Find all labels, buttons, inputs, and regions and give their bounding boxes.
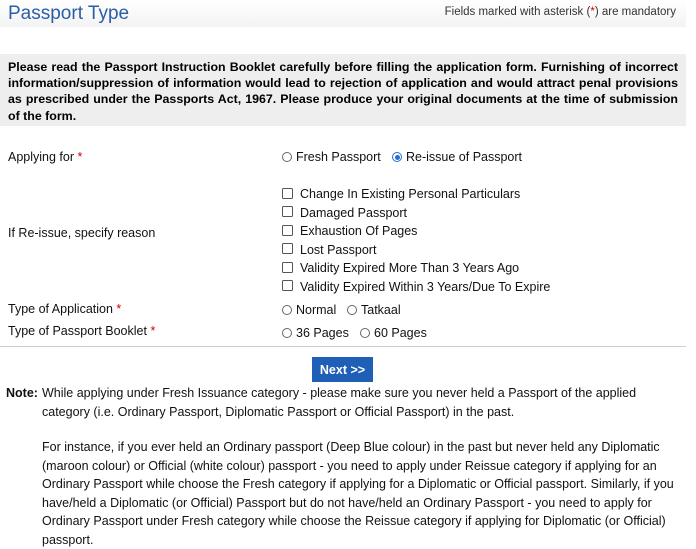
radio-fresh-passport[interactable] [282, 150, 381, 164]
radio-button-selected[interactable] [392, 152, 402, 162]
radio-reissue-passport-label: Re-issue of Passport [406, 150, 523, 164]
instruction-box [0, 54, 686, 126]
note-paragraph-example: For instance, if you ever held an Ordinary passport (Deep Blue colour) in the past but never held any Diplomatic (maroon colour) or Official (white colour) passport - you need to apply under Reissue category if applying for an Ordinary Passport while choose the Fresh category if applying for a Diplomatic or Official passport. Similarly, if you have/held a Diplomatic (or Official) Passport but do not have/held an Ordinary Passport - you need to apply for Ordinary Passport under Fresh category while choose the Reissue category if applying for Diplomatic (or Official) passport. [42, 440, 674, 547]
radio-button[interactable] [347, 305, 357, 315]
radio-60-pages[interactable] [360, 326, 427, 340]
radio-button[interactable] [282, 328, 292, 338]
checkbox-change-particulars-label: Change In Existing Personal Particulars [300, 187, 521, 201]
booklet-type-label-text: Type of Passport Booklet [8, 324, 147, 338]
checkbox-validity-expired-more[interactable] [282, 262, 293, 273]
page-header [0, 0, 686, 27]
checkbox-damaged-passport-label: Damaged Passport [300, 206, 408, 220]
divider [0, 346, 686, 347]
checkbox-validity-expired-within-label: Validity Expired Within 3 Years/Due To Expire [300, 280, 551, 294]
radio-tatkaal[interactable] [347, 303, 401, 317]
note-paragraph-fresh-issuance: While applying under Fresh Issuance category - please make sure you never held a Passport of the applied category (i.e. Ordinary Passport, Diplomatic Passport or Official Passport) in the past. [42, 386, 637, 419]
next-button[interactable]: Next >> [312, 357, 373, 382]
checkbox-exhaustion-pages[interactable] [282, 225, 293, 236]
applying-for-label [8, 150, 82, 164]
checkbox-change-particulars[interactable] [282, 188, 293, 199]
mandatory-notice [445, 6, 676, 18]
radio-button[interactable] [360, 328, 370, 338]
instruction-text: Please read the Passport Instruction Booklet carefully before filling the application form. Furnishing of incorrect information/suppression of information would lead to rejection of application and would attract penal provisions as prescribed under the Passports Act, 1967. Please produce your original documents at the time of submission of the form. [8, 60, 678, 123]
reissue-reason-label: If Re-issue, specify reason [8, 226, 156, 240]
page-title: Passport Type [8, 3, 130, 24]
booklet-type-label [8, 324, 155, 338]
application-type-label [8, 302, 121, 316]
required-asterisk: * [150, 324, 156, 338]
radio-36-pages[interactable] [282, 326, 349, 340]
radio-tatkaal-label: Tatkaal [361, 303, 401, 317]
asterisk-mark: * [590, 6, 595, 18]
checkbox-lost-passport-label: Lost Passport [300, 243, 377, 257]
checkbox-lost-passport[interactable] [282, 243, 293, 254]
applying-for-label-text: Applying for [8, 150, 75, 164]
required-asterisk: * [77, 150, 83, 164]
radio-60-pages-label: 60 Pages [374, 326, 427, 340]
radio-button[interactable] [282, 305, 292, 315]
radio-fresh-passport-label: Fresh Passport [296, 150, 381, 164]
checkbox-exhaustion-pages-label: Exhaustion Of Pages [300, 224, 418, 238]
checkbox-damaged-passport[interactable] [282, 206, 293, 217]
radio-normal[interactable] [282, 303, 336, 317]
radio-reissue-passport[interactable] [392, 150, 522, 164]
mandatory-text-prefix: Fields marked with asterisk ( [444, 6, 591, 18]
checkbox-validity-expired-within[interactable] [282, 280, 293, 291]
mandatory-text-suffix: ) are mandatory [594, 6, 676, 18]
application-type-label-text: Type of Application [8, 302, 113, 316]
required-asterisk: * [116, 302, 122, 316]
checkbox-validity-expired-more-label: Validity Expired More Than 3 Years Ago [300, 261, 520, 275]
radio-button[interactable] [282, 152, 292, 162]
radio-36-pages-label: 36 Pages [296, 326, 349, 340]
radio-normal-label: Normal [296, 303, 337, 317]
note-heading: Note: [6, 386, 38, 400]
